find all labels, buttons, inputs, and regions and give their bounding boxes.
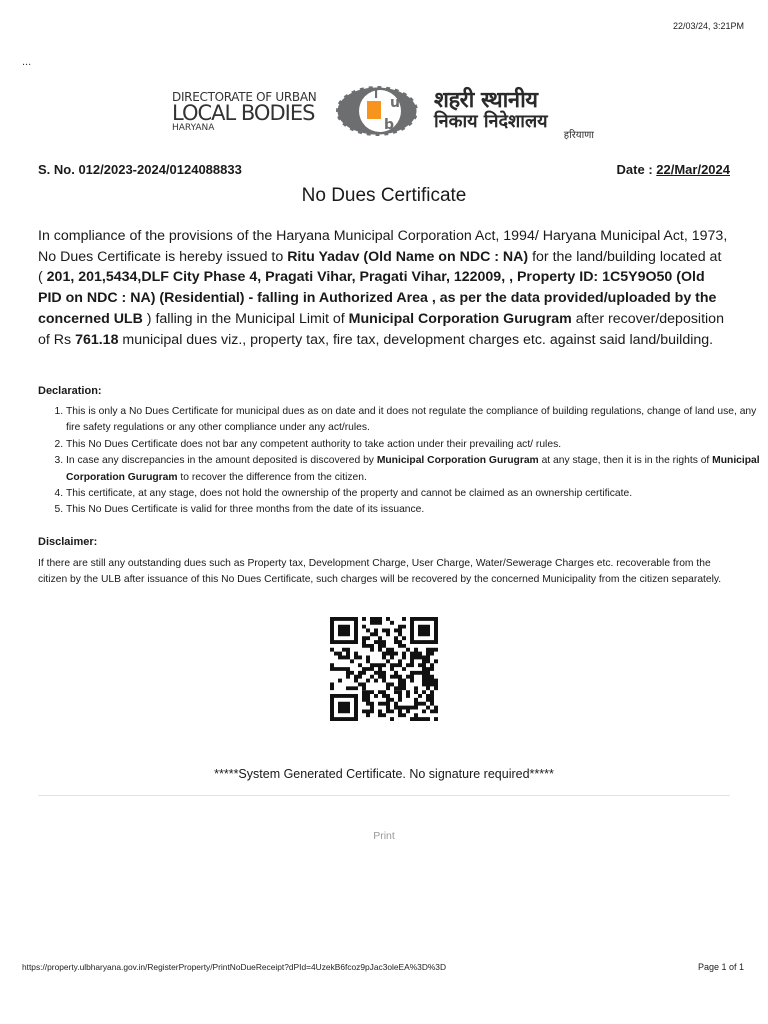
certificate-date (617, 162, 730, 177)
top-ellipsis: ... (22, 56, 32, 68)
logo-english-line1: DIRECTORATE OF URBAN (172, 90, 317, 104)
date-value: 22/Mar/2024 (656, 162, 730, 177)
body-text-4: after recover/deposition of Rs (38, 310, 724, 348)
date-label: Date : (616, 162, 657, 177)
ulb-name: Municipal Corporation Gurugram (66, 455, 760, 483)
disclaimer-heading: Disclaimer: (38, 536, 98, 548)
logo-hindi-line2: निकाय निदेशालय (434, 111, 548, 132)
print-timestamp: 22/03/24, 3:21PM (672, 21, 744, 31)
print-button[interactable]: Print (360, 830, 408, 842)
footer-url: https://property.ulbharyana.gov.in/RegisterProperty/PrintNoDueReceipt?dPId=4UzekB6fcoz9pJac3oleEA%3D%3D (22, 962, 447, 972)
logo-english-line3: HARYANA (172, 123, 215, 133)
list-item (66, 453, 760, 486)
serial-number (38, 162, 242, 177)
certificate-title: No Dues Certificate (301, 185, 467, 206)
logo-english-text (172, 91, 324, 133)
logo-hindi-line3: हरियाणा (563, 130, 594, 141)
declaration-heading: Declaration: (38, 385, 102, 397)
body-text-2: for the land/building located at ( (38, 248, 722, 286)
qr-modules (330, 617, 438, 721)
serial-label: S. No. (38, 162, 79, 177)
list-item: 1. This is only a No Dues Certificate for municipal dues as on date and it does not regulate the compliance of building regulations, change of land use, any fire safety regulations or any other compliance under any act/rules. (66, 404, 760, 437)
list-item: 4. This certificate, at any stage, does not hold the ownership of the property and cannot be claimed as an ownership certificate. (66, 486, 760, 502)
declaration-text: to recover the difference from the citizen. (177, 471, 367, 483)
body-text-5: municipal dues viz., property tax, fire tax, development charges etc. against said land/building. (118, 331, 714, 348)
body-text-1: In compliance of the provisions of the Haryana Municipal Corporation Act, 1994/ Haryana Municipal Act, 1973, No Dues Certificate is hereby issued to (38, 228, 728, 265)
logo-hindi-line1: शहरी स्थानीय (434, 88, 538, 113)
ulb-name: Municipal Corporation Gurugram (376, 455, 539, 467)
ulb-emblem-icon (334, 85, 420, 137)
body-text-3: ) falling in the Municipal Limit of (142, 310, 349, 327)
owner-name: Ritu Yadav (Old Name on NDC : NA) (287, 248, 529, 265)
svg-text:l: l (374, 87, 379, 101)
svg-text:b: b (384, 117, 395, 133)
certificate-body (38, 226, 730, 350)
disclaimer-text: If there are still any outstanding dues such as Property tax, Development Charge, User Charge, Water/Sewerage Charges etc. recoverable from the citizen by the ULB after issuance of this No Dues Certificate, such charges will be recovered by the concerned Municipality from the citizen separately. (38, 558, 722, 586)
system-generated-note: *****System Generated Certificate. No signature required***** (214, 767, 554, 781)
svg-text:u: u (390, 95, 400, 111)
page-indicator: Page 1 of 1 (697, 962, 744, 972)
logo-english-line2: LOCAL BODIES (172, 101, 315, 125)
divider (38, 795, 730, 796)
ulb-logo (172, 85, 602, 141)
declaration-list (38, 404, 760, 519)
declaration-text: In case any discrepancies in the amount deposited is discovered by (66, 455, 377, 467)
qr-code (330, 617, 438, 721)
serial-value: 012/2023-2024/0124088833 (78, 162, 242, 177)
list-item: 5. This No Dues Certificate is valid for three months from the date of its issuance. (66, 502, 760, 518)
declaration-text: at any stage, then it is in the rights of (538, 455, 713, 467)
dues-amount: 761.18 (75, 331, 119, 348)
list-item: 2. This No Dues Certificate does not bar any competent authority to take action under their prevailing act/ rules. (66, 437, 760, 453)
ulb-name: Municipal Corporation Gurugram (348, 310, 572, 327)
logo-hindi-text (434, 89, 604, 141)
property-address: 201, 201,5434,DLF City Phase 4, Pragati Vihar, Pragati Vihar, 122009, , Property ID: 1C5Y9O50 (Old PID on NDC : NA) (Residential) - falling in Authorized Area , as per the data provided/uploaded by the concerned ULB (38, 269, 717, 327)
